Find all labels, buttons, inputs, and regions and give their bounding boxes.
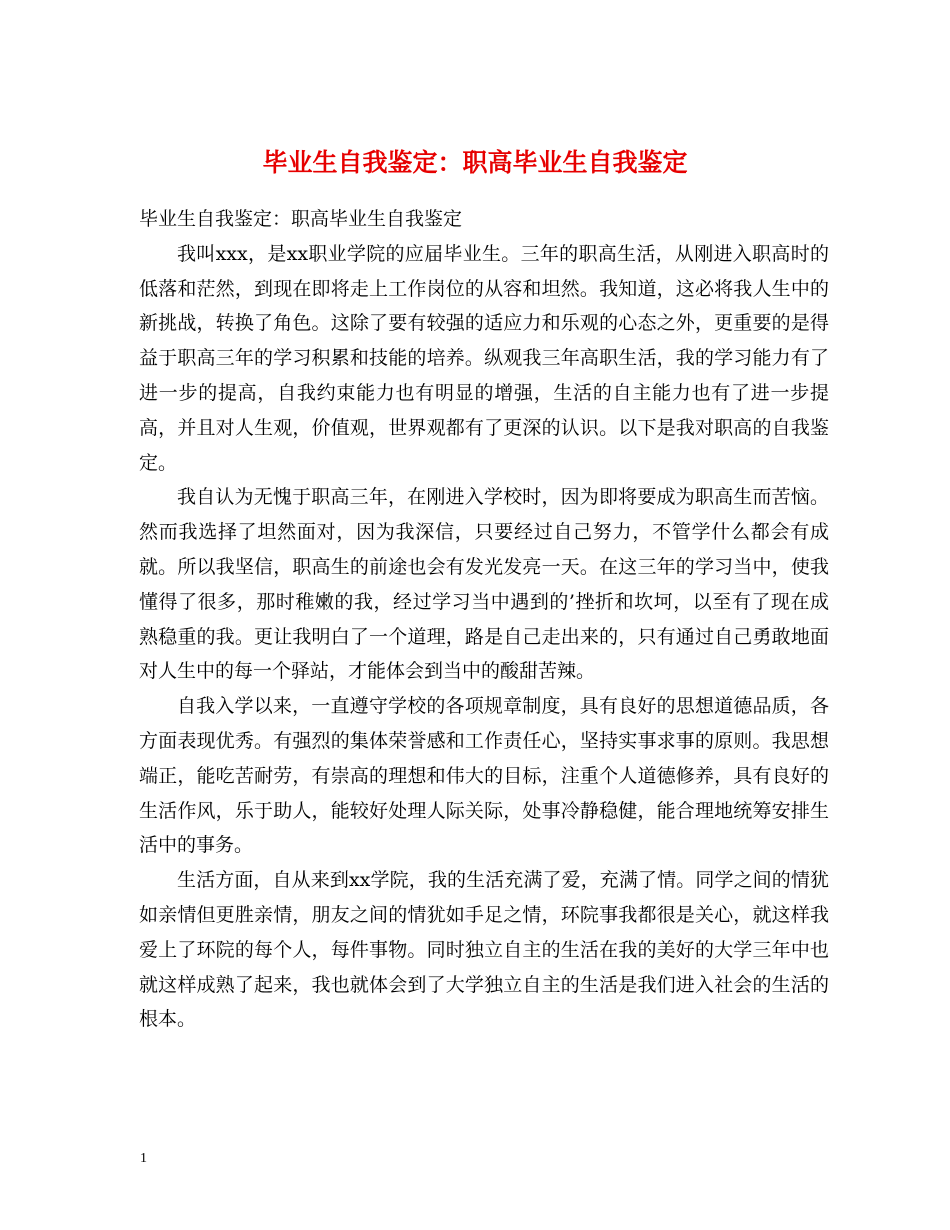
paragraph-intro: 我叫xxx，是xx职业学院的应届毕业生。三年的职高生活，从刚进入职高时的低落和茫然，到现在即将走上工作岗位的从容和坦然。我知道，这必将我人生中的新挑战，转换了角色。这除了要有较强的适应力和乐观的心态之外，更重要的是得益于职高三年的学习积累和技能的培养。纵观我三年高职生活，我的学习能力有了进一步的提高，自我约束能力也有明显的增强，生活的自主能力也有了进一步提高，并且对人生观，价值观，世界观都有了更深的认识。以下是我对职高的自我鉴定。: [139, 242, 829, 474]
paragraph-study: 我自认为无愧于职高三年，在刚进入学校时，因为即将要成为职高生而苦恼。然而我选择了坦然面对，因为我深信，只要经过自己努力，不管学什么都会有成就。所以我坚信，职高生的前途也会有发光发亮一天。在这三年的学习当中，使我懂得了很多，那时稚嫩的我，经过学习当中遇到的’挫折和坎坷，以至有了现在成熟稳重的我。更让我明白了一个道理，路是自己走出来的，只有通过自己勇敢地面对人生中的每一个驿站，才能体会到当中的酸甜苦辣。: [139, 486, 829, 683]
document-title: 毕业生自我鉴定：职高毕业生自我鉴定: [262, 147, 688, 177]
page-number: 1: [140, 1151, 147, 1166]
paragraph-conduct: 自我入学以来，一直遵守学校的各项规章制度，具有良好的思想道德品质，各方面表现优秀。有强烈的集体荣誉感和工作责任心，坚持实事求事的原则。我思想端正，能吃苦耐劳，有崇高的理想和伟大的目标，注重个人道德修养，具有良好的生活作风，乐于助人，能较好处理人际关际，处事冷静稳健，能合理地统筹安排生活中的事务。: [139, 695, 829, 857]
paragraph-life: 生活方面，自从来到xx学院，我的生活充满了爱，充满了情。同学之间的情犹如亲情但更胜亲情，朋友之间的情犹如手足之情，环院事我都很是关心，就这样我爱上了环院的每个人，每件事物。同时独立自主的生活在我的美好的大学三年中也就这样成熟了起来，我也就体会到了大学独立自主的生活是我们进入社会的生活的根本。: [139, 869, 829, 1031]
document-body: [139, 202, 829, 1037]
document-subtitle: 毕业生自我鉴定：职高毕业生自我鉴定: [139, 208, 463, 230]
